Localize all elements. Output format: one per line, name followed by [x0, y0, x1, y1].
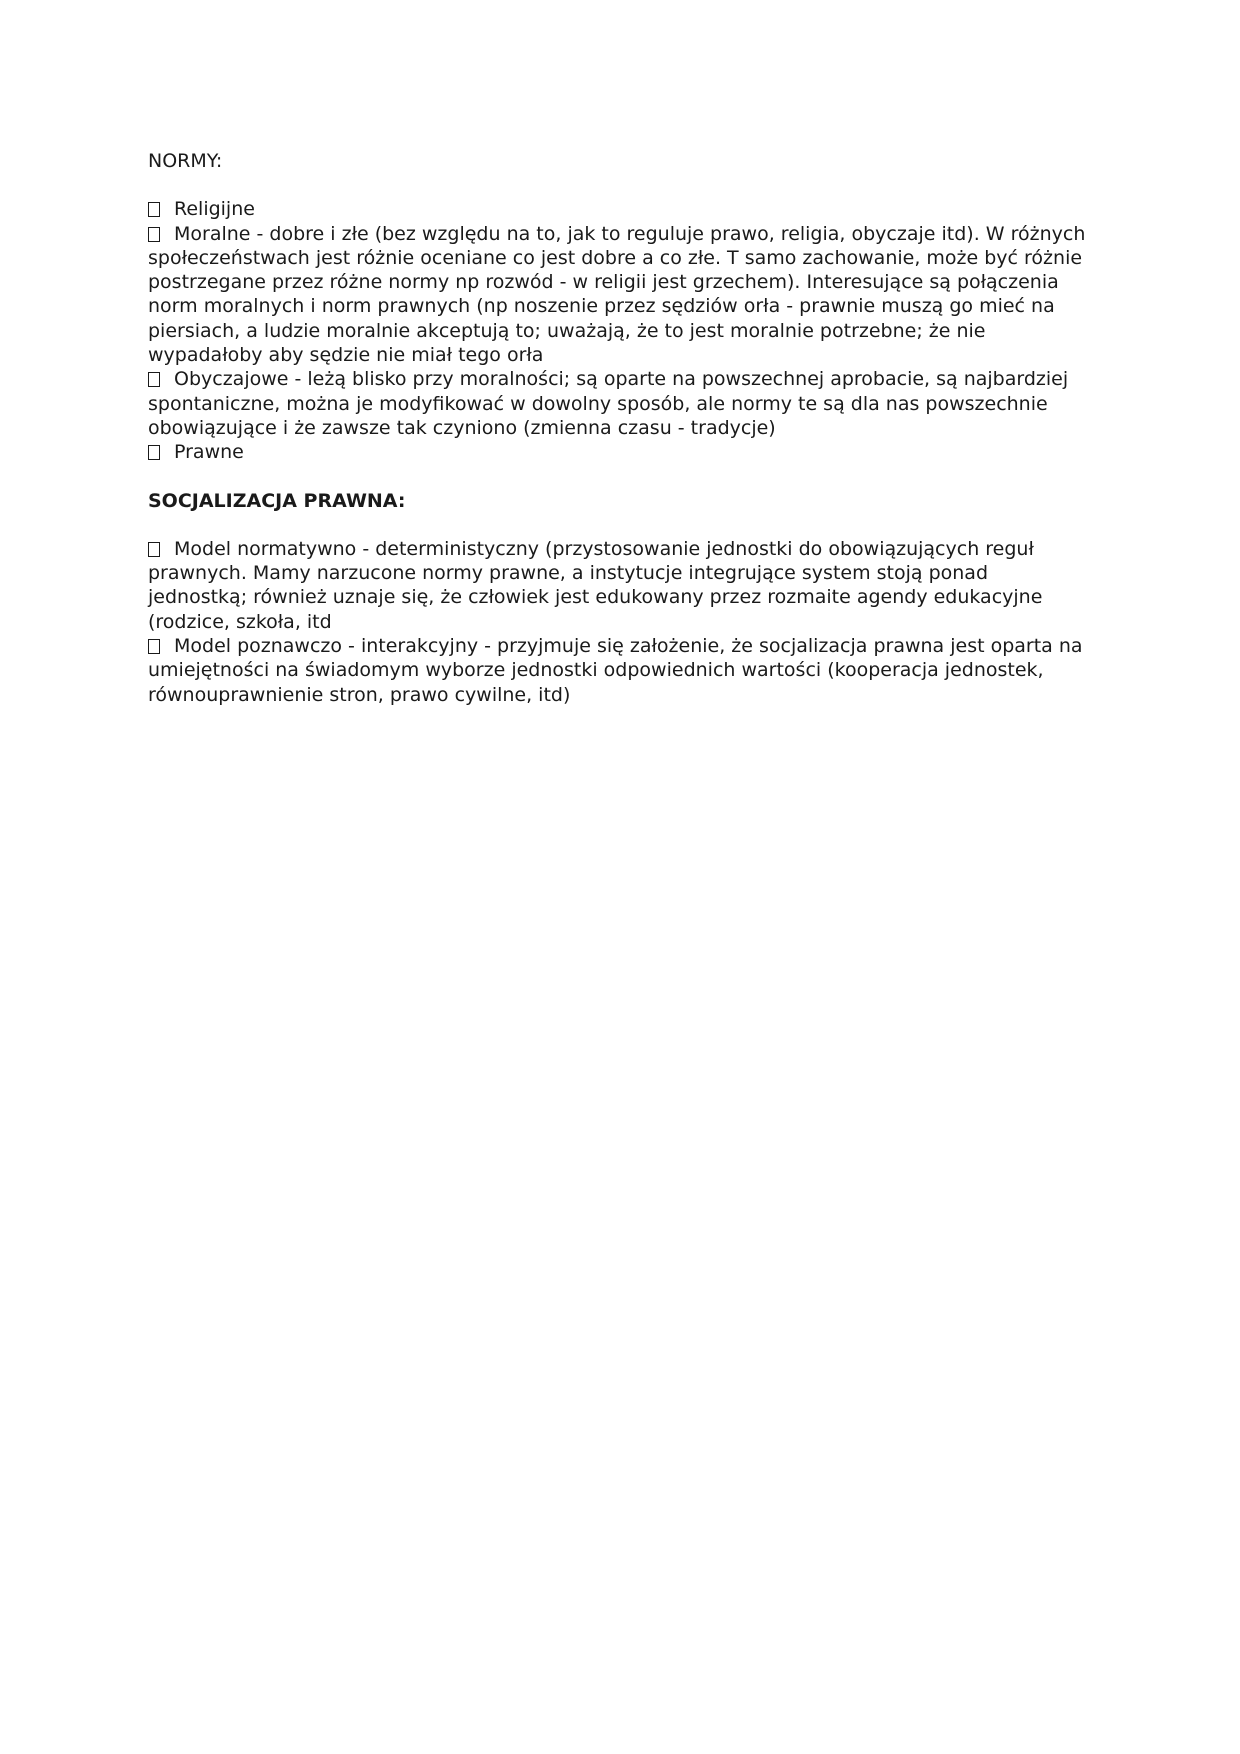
document-page	[148, 149, 1093, 707]
list-item-text: Moralne - dobre i złe (bez względu na to, jak to reguluje prawo, religia, obyczaje itd). W różnych społeczeństwach jest różnie oceniane co jest dobre a co złe. T samo zachowanie, może być różnie postrzegane przez różne normy np rozwód - w religii jest grzechem). Interesujące są połączenia norm moralnych i norm prawnych (np noszenie przez sędziów orła - prawnie muszą go mieć na piersiach, a ludzie moralnie akceptują to; uważają, że to jest moralnie potrzebne; że nie wypadałoby aby sędzie nie miał tego orła	[148, 222, 1086, 367]
missing-glyph-bullet-icon	[148, 445, 160, 460]
list-item-text: Religijne	[174, 198, 255, 221]
list-item	[148, 197, 1093, 221]
missing-glyph-bullet-icon	[148, 202, 160, 217]
list-item	[148, 222, 1093, 368]
missing-glyph-bullet-icon	[148, 639, 160, 654]
list-item-text: Model normatywno - deterministyczny (przystosowanie jednostki do obowiązujących reguł prawnych. Mamy narzucone normy prawne, a instytucje integrujące system stoją ponad jednostką; również uznaje się, że człowiek jest edukowany przez rozmaite agendy edukacyjne (rodzice, szkoła, itd	[148, 537, 1043, 633]
missing-glyph-bullet-icon	[148, 372, 160, 387]
norms-list	[148, 197, 1093, 464]
section-heading-socjalizacja: SOCJALIZACJA PRAWNA:	[148, 489, 406, 512]
list-item	[148, 367, 1093, 440]
socialization-list	[148, 537, 1093, 707]
section-heading-normy: NORMY:	[148, 150, 223, 172]
list-item-text: Model poznawczo - interakcyjny - przyjmuje się założenie, że socjalizacja prawna jest oparta na umiejętności na świadomym wyborze jednostki odpowiednich wartości (kooperacja jednostek, równouprawnienie stron, prawo cywilne, itd)	[148, 635, 1083, 706]
list-item	[148, 537, 1093, 634]
list-item	[148, 440, 1093, 464]
missing-glyph-bullet-icon	[148, 227, 160, 242]
missing-glyph-bullet-icon	[148, 542, 160, 557]
list-item-text: Obyczajowe - leżą blisko przy moralności; są oparte na powszechnej aprobacie, są najbardziej spontaniczne, można je modyfikować w dowolny sposób, ale normy te są dla nas powszechnie obowiązujące i że zawsze tak czyniono (zmienna czasu - tradycje)	[148, 368, 1069, 439]
list-item	[148, 634, 1093, 707]
list-item-text: Prawne	[174, 441, 244, 464]
